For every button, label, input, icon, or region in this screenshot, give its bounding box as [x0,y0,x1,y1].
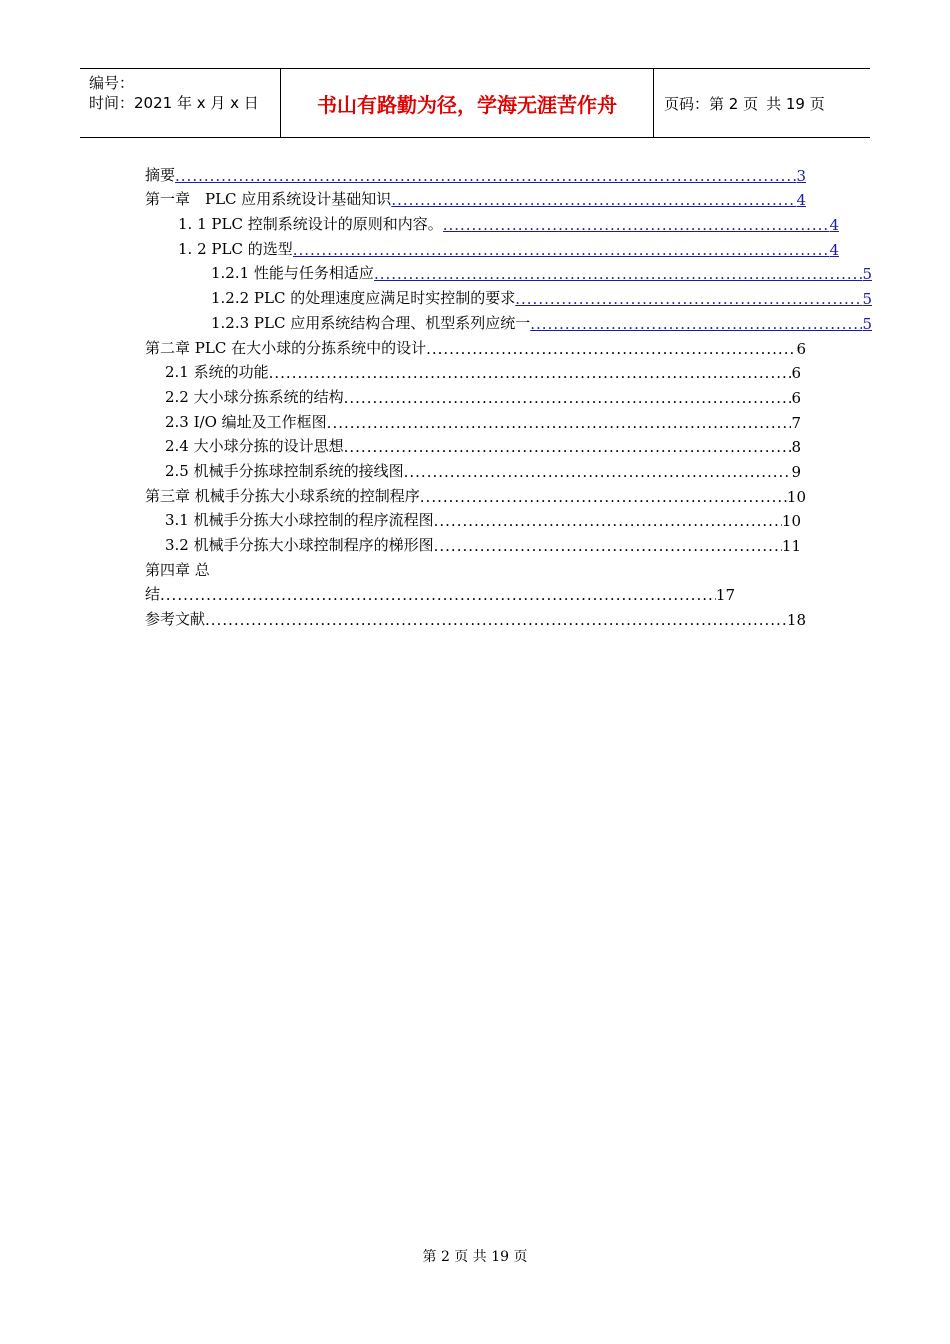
toc-entry-title: 2.4 大小球分拣的设计思想 [165,437,344,456]
toc-page-number: 5 [862,265,872,284]
toc-page-number: 7 [791,413,801,432]
toc-page-number: 6 [791,388,801,407]
document-number-label: 编号： [89,74,135,92]
toc-entry [145,333,806,358]
toc-page-number: 4 [796,191,806,210]
toc-page-number: 6 [791,364,801,383]
toc-dot-leader [160,586,716,604]
toc-dot-leader [434,537,782,555]
toc-entry[interactable] [145,259,872,284]
toc-page-number: 6 [796,339,806,358]
toc-entry-title: 第三章 机械手分拣大小球系统的控制程序 [145,486,420,505]
toc-dot-leader [443,216,830,234]
toc-page-number: 18 [786,611,806,630]
toc-dot-leader [434,512,782,530]
toc-entry[interactable] [145,234,839,259]
header-motto: 书山有路勤为径，学海无涯苦作舟 [281,69,654,137]
toc-entry[interactable] [145,308,872,333]
toc-dot-leader [515,290,862,308]
toc-entry-title: 1. 2 PLC 的选型 [178,239,293,258]
toc-entry[interactable] [145,160,806,185]
toc-entry-title: 摘要 [145,165,176,184]
toc-entry-title: 1.2.2 PLC 的处理速度应满足时实控制的要求 [211,289,516,308]
toc-dot-leader [374,265,863,283]
toc-dot-leader [175,167,796,185]
toc-entry [145,432,801,457]
toc-entry-title: 3.1 机械手分拣大小球控制的程序流程图 [165,511,434,530]
toc-entry-title: 结 [145,585,161,604]
header-page-total: 共 19 页 [766,94,825,113]
toc-page-number: 3 [796,166,806,185]
toc-entry [145,481,806,506]
toc-dot-leader [420,488,787,506]
toc-entry-title: 2.3 I/O 编址及工作框图 [165,412,327,431]
toc-entry[interactable] [145,185,806,210]
toc-dot-leader [327,414,792,432]
toc-entry-title: 第二章 PLC 在大小球的分拣系统中的设计 [145,338,427,357]
toc-entry [145,456,801,481]
toc-page-number: 5 [862,314,872,333]
toc-page-number: 10 [786,487,806,506]
toc-page-number: 9 [791,462,801,481]
page-header [80,68,870,138]
toc-entry [145,506,801,531]
toc-entry-title: 1.2.3 PLC 应用系统结构合理、机型系列应统一 [211,313,531,332]
toc-entry[interactable] [145,209,839,234]
toc-page-number: 4 [829,216,839,235]
toc-dot-leader [426,340,796,358]
toc-entry-title: 2.5 机械手分拣球控制系统的接线图 [165,461,404,480]
document-date: 时间：2021 年 x 月 x 日 [89,94,259,112]
table-of-contents [145,160,872,630]
toc-entry-title: 参考文献 [145,610,206,629]
toc-entry-title: 1.2.1 性能与任务相适应 [211,264,374,283]
toc-dot-leader [344,438,792,456]
toc-dot-leader [530,315,862,333]
toc-dot-leader [293,241,830,259]
page-footer: 第 2 页 共 19 页 [422,1249,528,1265]
toc-page-number: 17 [715,586,735,605]
header-page-info [654,69,870,137]
toc-entry [145,382,801,407]
toc-dot-leader [391,191,796,209]
toc-entry-title: 1. 1 PLC 控制系统设计的原则和内容。 [178,215,443,234]
toc-page-number: 10 [781,512,801,531]
toc-page-number: 11 [781,537,801,555]
toc-entry-title: 2.2 大小球分拣系统的结构 [165,387,344,406]
toc-entry [145,604,806,629]
toc-entry-chapter4-line1: 第四章 总 [145,560,210,579]
toc-page-number: 8 [791,438,801,457]
toc-entry [145,530,801,555]
toc-entry-title: 3.2 机械手分拣大小球控制程序的梯形图 [165,536,434,554]
toc-dot-leader [205,611,787,629]
toc-entry-title: 2.1 系统的功能 [165,363,269,382]
toc-page-number: 4 [829,240,839,259]
toc-entry [145,580,735,605]
toc-entry [145,358,801,383]
toc-entry[interactable] [145,283,872,308]
header-page-current: 页码：第 2 页 [664,94,759,113]
toc-dot-leader [269,364,792,382]
toc-entry [145,407,801,432]
header-meta [80,69,281,137]
toc-page-number: 5 [862,290,872,309]
toc-entry-title: 第一章 PLC 应用系统设计基础知识 [145,190,392,209]
toc-dot-leader [344,389,792,407]
toc-dot-leader [404,463,792,481]
